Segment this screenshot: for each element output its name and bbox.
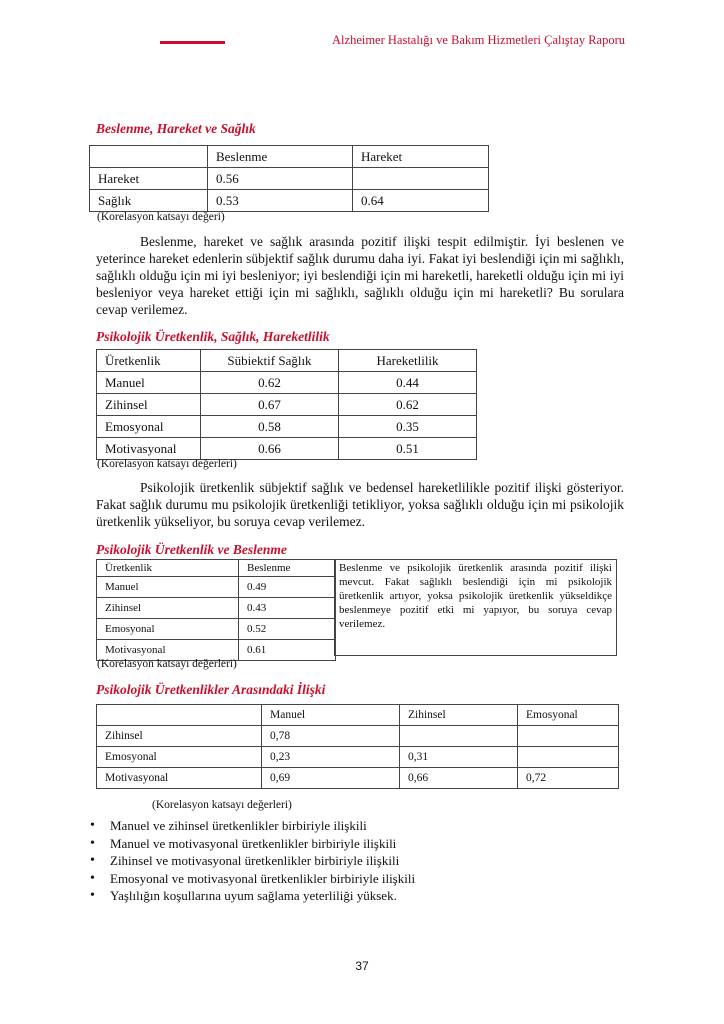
list-item: • Zihinsel ve motivasyonal üretkenlikler birbiriyle ilişkili: [88, 852, 415, 870]
table-header-row: [97, 705, 619, 726]
table-row: [90, 190, 489, 212]
body-paragraph: Beslenme, hareket ve sağlık arasında pozitif ilişki tespit edilmiştir. İyi beslenen ve yeterince hareket edenlerin sübjektif sağlık durumu daha iyi. Fakat iyi beslendiği için mi sağlıklı, sağlıklı olduğu için mi iyi besleniyor; iyi beslendiği için mi hareketli, hareketli olduğu için mi iyi besleniyor veya hareket ettiği için mi sağlıklı, sağlıklı olduğu için mi hareketli? Bu sorulara cevap verilemez.: [96, 234, 624, 317]
table-cell: 0.35: [339, 416, 477, 438]
table-header-cell: Üretkenlik: [97, 560, 239, 577]
table-cell: 0.49: [239, 577, 336, 598]
table-cell: Motivasyonal: [97, 768, 262, 789]
table-productivity-nutrition: [96, 559, 336, 661]
findings-bullet-list: [88, 817, 415, 905]
table-nutrition-movement-health: [89, 145, 489, 212]
table-row: [97, 726, 619, 747]
table-cell: Emosyonal: [97, 416, 201, 438]
page-number: 37: [355, 959, 369, 973]
list-item: • Yaşlılığın koşullarına uyum sağlama yeterliliği yüksek.: [88, 887, 415, 905]
section-heading-productivity-nutrition: Psikolojik Üretkenlik ve Beslenme: [96, 542, 287, 557]
table-header-cell: Hareketlilik: [339, 350, 477, 372]
table-cell: 0.51: [339, 438, 477, 460]
list-item: • Manuel ve motivasyonal üretkenlikler birbiriyle ilişkili: [88, 835, 415, 853]
table-cell: 0.66: [201, 438, 339, 460]
table-cell: Manuel: [97, 372, 201, 394]
table-header-cell: [97, 705, 262, 726]
table-cell: 0.67: [201, 394, 339, 416]
list-item: • Emosyonal ve motivasyonal üretkenlikler birbiriyle ilişkili: [88, 870, 415, 888]
table-cell: 0.62: [339, 394, 477, 416]
table-header-row: [97, 350, 477, 372]
table-header-row: [90, 146, 489, 168]
table-row: [97, 438, 477, 460]
table-header-cell: Sübiektif Sağlık: [201, 350, 339, 372]
running-header-title: Alzheimer Hastalığı ve Bakım Hizmetleri Çalıştay Raporu: [332, 33, 625, 47]
table-cell: Zihinsel: [97, 598, 239, 619]
table-header-row: [97, 560, 336, 577]
table-header-cell: Üretkenlik: [97, 350, 201, 372]
list-item: • Manuel ve zihinsel üretkenlikler birbiriyle ilişkili: [88, 817, 415, 835]
table-cell: 0.64: [353, 190, 489, 212]
table-header-cell: Beslenme: [208, 146, 353, 168]
table-cell: Zihinsel: [97, 394, 201, 416]
table-cell: Manuel: [97, 577, 239, 598]
table-header-cell: Emosyonal: [518, 705, 619, 726]
table-cell: [518, 747, 619, 768]
table-cell: [518, 726, 619, 747]
table-row: [97, 577, 336, 598]
table-row: [90, 168, 489, 190]
table-note: (Korelasyon katsayı değerleri): [97, 458, 237, 470]
table-cell: 0.56: [208, 168, 353, 190]
table-row: [97, 394, 477, 416]
table-cell: 0.44: [339, 372, 477, 394]
table-cell: Zihinsel: [97, 726, 262, 747]
table-cell: 0.43: [239, 598, 336, 619]
section-heading-nutrition-movement-health: Beslenme, Hareket ve Sağlık: [96, 121, 256, 136]
commentary-box: Beslenme ve psikolojik üretkenlik arasında pozitif ilişki mevcut. Fakat sağlıklı beslendiği için mi psikolojik üretkenlik artıyor, yoksa psikolojik üretkenlik yükseldikçe beslenmeye pozitif etki mi yapıyor, bu soruya cevap verilemez.: [334, 559, 617, 656]
table-cell: 0.61: [239, 640, 336, 661]
table-header-cell: Beslenme: [239, 560, 336, 577]
table-cell: Motivasyonal: [97, 438, 201, 460]
table-cell: 0,72: [518, 768, 619, 789]
table-cell: 0.62: [201, 372, 339, 394]
table-cell: 0,66: [400, 768, 518, 789]
table-cell: 0.53: [208, 190, 353, 212]
table-cell: 0,78: [262, 726, 400, 747]
table-productivity-health-mobility: [96, 349, 477, 460]
table-row: [97, 598, 336, 619]
section-heading-productivity-health-mobility: Psikolojik Üretkenlik, Sağlık, Hareketlilik: [96, 329, 330, 344]
table-cell: Hareket: [90, 168, 208, 190]
table-note: (Korelasyon katsayı değerleri): [97, 658, 237, 670]
table-cell: [400, 726, 518, 747]
table-cell: [353, 168, 489, 190]
table-row: [97, 747, 619, 768]
table-row: [97, 768, 619, 789]
table-header-cell: Manuel: [262, 705, 400, 726]
section-heading-productivity-relations: Psikolojik Üretkenlikler Arasındaki İlişki: [96, 682, 326, 697]
table-header-cell: Hareket: [353, 146, 489, 168]
table-cell: Emosyonal: [97, 747, 262, 768]
table-note: (Korelasyon katsayı değeri): [97, 211, 225, 223]
body-paragraph: Psikolojik üretkenlik sübjektif sağlık ve bedensel hareketlilikle pozitif ilişki gösteriyor. Fakat sağlık durumu mu psikolojik üretkenliği tetikliyor, yoksa sağlıklı olduğu için mi psikolojik üretkenlik yükseliyor, bu soruya cevap verilemez.: [96, 480, 624, 529]
table-cell: Sağlık: [90, 190, 208, 212]
table-cell: Emosyonal: [97, 619, 239, 640]
table-row: [97, 619, 336, 640]
table-row: [97, 416, 477, 438]
table-productivity-relations: [96, 704, 619, 789]
table-note: (Korelasyon katsayı değerleri): [152, 799, 292, 811]
table-cell: 0,23: [262, 747, 400, 768]
table-header-cell: [90, 146, 208, 168]
table-cell: 0.58: [201, 416, 339, 438]
table-cell: 0,69: [262, 768, 400, 789]
table-header-cell: Zihinsel: [400, 705, 518, 726]
table-cell: 0,31: [400, 747, 518, 768]
table-cell: Motivasyonal: [97, 640, 239, 661]
table-row: [97, 372, 477, 394]
table-cell: 0.52: [239, 619, 336, 640]
header-accent-line: [160, 41, 225, 44]
